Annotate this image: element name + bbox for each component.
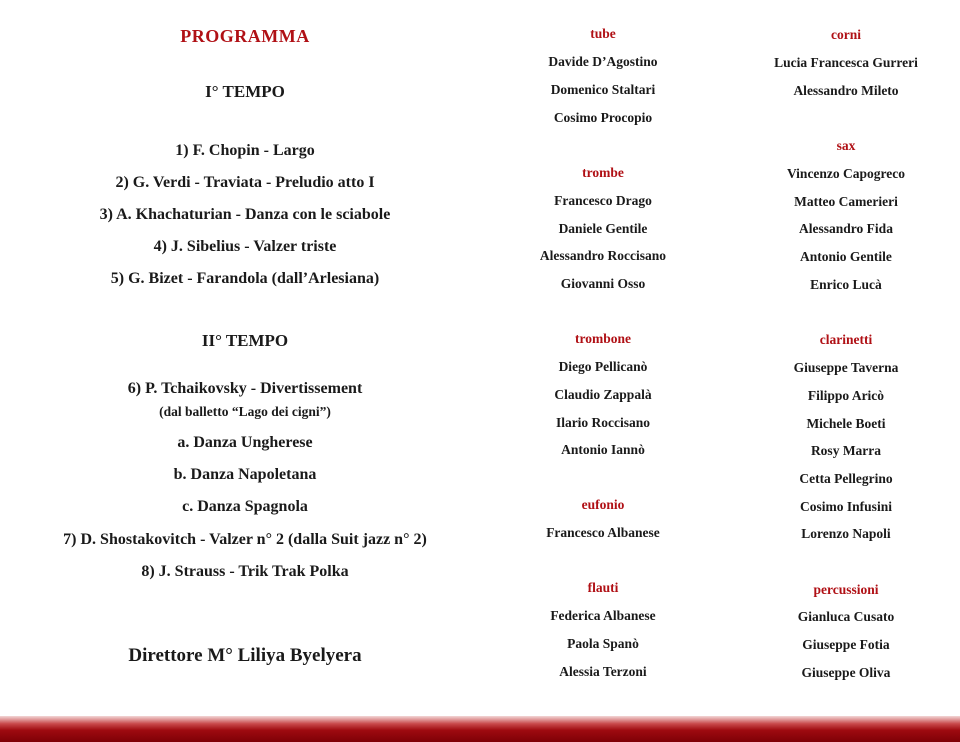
section-title-eufonio: eufonio [581,497,625,512]
member-name: Michele Boeti [806,416,886,431]
piece-2: 2) G. Verdi - Traviata - Preludio atto I [115,174,375,191]
member-name: Cosimo Infusini [800,499,892,514]
section-title-tube: tube [590,26,616,41]
member-name: Paola Spanò [567,636,639,651]
section-title-trombone: trombone [575,331,631,346]
member-name: Giuseppe Oliva [801,665,891,680]
member-name: Francesco Drago [554,193,652,208]
section-title-corni: corni [831,27,861,42]
member-name: Lorenzo Napoli [801,526,891,541]
member-name: Rosy Marra [810,443,882,458]
piece-6: 6) P. Tchaikovsky - Divertissement [127,380,363,397]
piece-6c: c. Danza Spagnola [182,498,308,515]
piece-6a: a. Danza Ungherese [177,434,313,451]
member-name: Ilario Roccisano [555,415,651,430]
member-name: Cosimo Procopio [553,110,653,125]
piece-6b: b. Danza Napoletana [173,466,317,483]
piece-1: 1) F. Chopin - Largo [175,142,315,159]
section-title-clarinetti: clarinetti [819,332,873,347]
tempo-1-heading: I° TEMPO [205,82,285,101]
member-name: Federica Albanese [550,608,656,623]
member-name: Cetta Pellegrino [799,471,893,486]
piece-5: 5) G. Bizet - Farandola (dall’Arlesiana) [110,270,380,287]
member-name: Alessandro Mileto [793,83,899,98]
section-title-flauti: flauti [587,580,619,595]
piece-8: 8) J. Strauss - Trik Trak Polka [141,563,349,580]
member-name: Domenico Staltari [550,82,656,97]
member-name: Lucia Francesca Gurreri [774,55,918,70]
program-title: PROGRAMMA [180,26,310,46]
member-name: Gianluca Cusato [797,609,895,624]
member-name: Davide D’Agostino [548,54,658,69]
tempo-2-heading: II° TEMPO [201,331,289,350]
member-name: Alessandro Fida [799,221,893,236]
member-name: Alessia Terzoni [559,664,647,679]
member-name: Filippo Aricò [807,388,885,403]
member-name: Antonio Iannò [561,442,645,457]
member-name: Giovanni Osso [560,276,646,291]
director-line: Direttore M° Liliya Byelyera [128,645,362,666]
member-name: Alessandro Roccisano [539,248,667,263]
member-name: Daniele Gentile [558,221,648,236]
piece-6-subtitle: (dal balletto “Lago dei cigni”) [159,404,331,419]
section-title-trombe: trombe [582,165,624,180]
footer-bar [0,716,960,742]
member-name: Giuseppe Taverna [793,360,899,375]
member-name: Antonio Gentile [800,249,892,264]
section-title-sax: sax [836,138,856,153]
member-name: Diego Pellicanò [558,359,648,374]
member-name: Matteo Camerieri [794,194,898,209]
piece-7: 7) D. Shostakovitch - Valzer n° 2 (dalla Suit jazz n° 2) [63,531,427,548]
piece-3: 3) A. Khachaturian - Danza con le sciabole [99,206,391,223]
member-name: Vincenzo Capogreco [786,166,906,181]
member-name: Giuseppe Fotia [802,637,890,652]
member-name: Francesco Albanese [546,525,660,540]
piece-4: 4) J. Sibelius - Valzer triste [153,238,337,255]
section-title-percussioni: percussioni [813,582,879,597]
member-name: Enrico Lucà [810,277,882,292]
member-name: Claudio Zappalà [554,387,652,402]
